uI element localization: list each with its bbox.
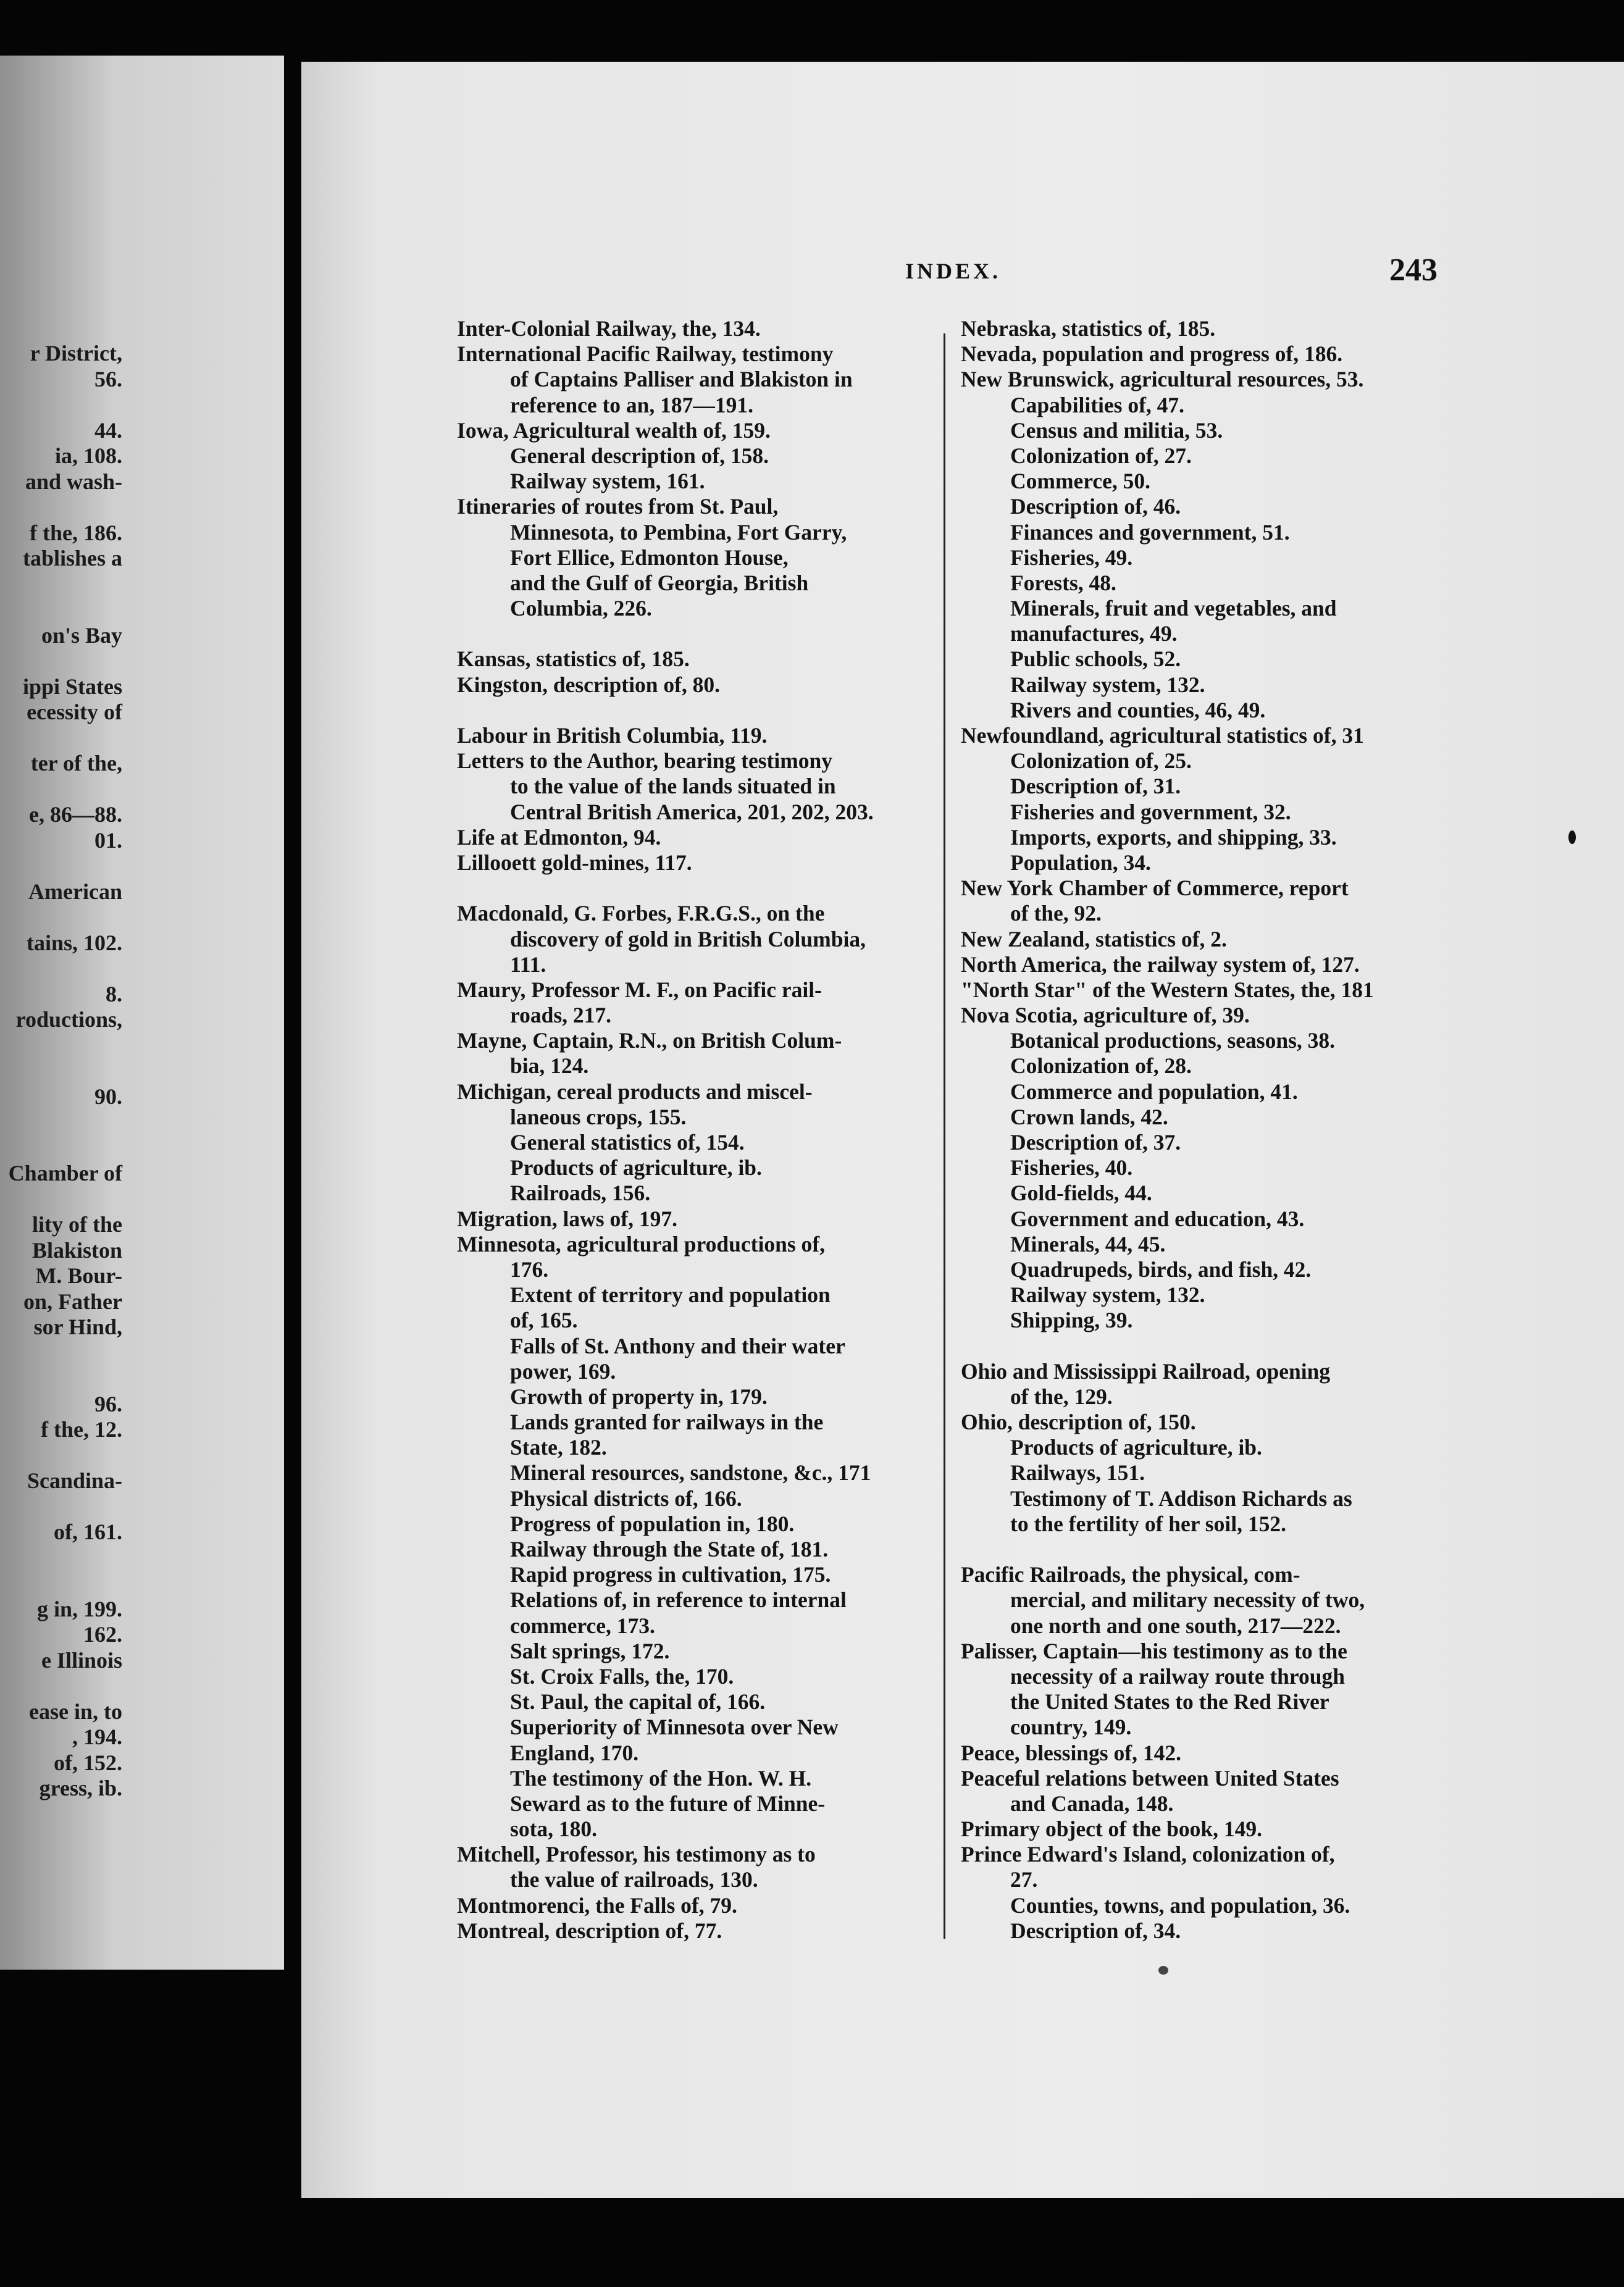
index-entry-line: Macdonald, G. Forbes, F.R.G.S., on the bbox=[457, 901, 825, 926]
index-entry-line: Labour in British Columbia, 119. bbox=[457, 723, 768, 748]
facing-page-text-fragment: 96. bbox=[94, 1391, 122, 1416]
index-entry-line: Migration, laws of, 197. bbox=[457, 1206, 677, 1231]
index-entry-line: The testimony of the Hon. W. H. bbox=[510, 1765, 812, 1791]
index-entry-line: Itineraries of routes from St. Paul, bbox=[457, 494, 779, 519]
index-entry-line: Quadrupeds, birds, and fish, 42. bbox=[1010, 1256, 1312, 1282]
index-entry-line: Shipping, 39. bbox=[1010, 1308, 1133, 1333]
index-entry-line: St. Croix Falls, the, 170. bbox=[510, 1663, 734, 1689]
index-entry-line: Railway through the State of, 181. bbox=[510, 1537, 829, 1562]
index-entry-line: Iowa, Agricultural wealth of, 159. bbox=[457, 417, 771, 443]
index-entry-line: New Zealand, statistics of, 2. bbox=[961, 926, 1227, 951]
index-entry-line: Minnesota, agricultural productions of, bbox=[457, 1231, 825, 1256]
index-entry-line: Mineral resources, sandstone, &c., 171 bbox=[510, 1460, 871, 1486]
index-entry-line: to the fertility of her soil, 152. bbox=[1010, 1511, 1286, 1536]
index-entry-line: bia, 124. bbox=[510, 1053, 589, 1079]
index-entry-line: to the value of the lands situated in bbox=[510, 774, 836, 799]
facing-page-text-fragment: ter of the, bbox=[30, 751, 122, 776]
index-entry-line: Mitchell, Professor, his testimony as to bbox=[457, 1842, 816, 1867]
index-entry-line: of, 165. bbox=[510, 1308, 578, 1333]
index-column-right bbox=[961, 316, 1442, 1944]
index-entry-line: Description of, 31. bbox=[1010, 774, 1181, 799]
index-entry-line: Growth of property in, 179. bbox=[510, 1384, 768, 1409]
index-entry-line bbox=[457, 621, 932, 646]
index-entry-line: and Canada, 148. bbox=[1010, 1791, 1174, 1816]
facing-page-text-fragment: of, 152. bbox=[54, 1750, 122, 1775]
index-entry-line: Superiority of Minnesota over New bbox=[510, 1715, 839, 1740]
index-entry-line: General description of, 158. bbox=[510, 443, 769, 468]
facing-page-text-fragment: gress, ib. bbox=[39, 1776, 122, 1800]
index-entry-line: Fisheries and government, 32. bbox=[1010, 799, 1291, 824]
index-entry-line: Products of agriculture, ib. bbox=[1010, 1435, 1262, 1460]
index-entry-line: Nevada, population and progress of, 186. bbox=[961, 341, 1343, 367]
index-entry-line: Government and education, 43. bbox=[1010, 1206, 1305, 1231]
ink-mark bbox=[1568, 830, 1576, 844]
index-entry-line bbox=[961, 1334, 1442, 1359]
facing-page-text-fragment: 90. bbox=[94, 1084, 122, 1109]
index-entry-line: the United States to the Red River bbox=[1010, 1689, 1329, 1715]
running-header: INDEX. bbox=[905, 259, 1002, 283]
index-entry-line: Crown lands, 42. bbox=[1010, 1104, 1168, 1129]
index-entry-line: Forests, 48. bbox=[1010, 570, 1116, 595]
facing-page-text-fragment: tains, 102. bbox=[26, 930, 122, 955]
index-entry-line: of the, 92. bbox=[1010, 901, 1102, 926]
facing-page-text-fragment: , 194. bbox=[72, 1725, 122, 1749]
facing-page-text-fragment: roductions, bbox=[15, 1007, 122, 1032]
facing-page-text-fragment: and wash- bbox=[25, 469, 122, 494]
index-entry-line: Palisser, Captain—his testimony as to the bbox=[961, 1638, 1347, 1663]
index-entry-line: the value of railroads, 130. bbox=[510, 1867, 758, 1892]
index-entry-line: Public schools, 52. bbox=[1010, 646, 1181, 672]
index-entry-line: Michigan, cereal products and miscel- bbox=[457, 1079, 813, 1104]
index-entry-line: Ohio, description of, 150. bbox=[961, 1410, 1196, 1435]
index-entry-line: Imports, exports, and shipping, 33. bbox=[1010, 824, 1337, 850]
index-entry-line: Seward as to the future of Minne- bbox=[510, 1791, 826, 1816]
index-entry-line: Extent of territory and population bbox=[510, 1282, 831, 1308]
index-entry-line: Pacific Railroads, the physical, com- bbox=[961, 1562, 1300, 1587]
index-entry-line: State, 182. bbox=[510, 1435, 607, 1460]
facing-page-text-fragment: 162. bbox=[83, 1622, 122, 1647]
facing-page-text-fragment: American bbox=[28, 879, 122, 904]
facing-page-text-fragment: ecessity of bbox=[27, 700, 122, 724]
index-entry-line: Description of, 46. bbox=[1010, 494, 1181, 519]
index-entry-line bbox=[457, 876, 932, 901]
index-entry-line: New Brunswick, agricultural resources, 53. bbox=[961, 367, 1364, 392]
index-entry-line: reference to an, 187—191. bbox=[510, 392, 754, 417]
facing-page-text-fragment: e Illinois bbox=[41, 1647, 122, 1673]
index-entry-line: Capabilities of, 47. bbox=[1010, 392, 1185, 417]
facing-page-text-fragment: 8. bbox=[106, 981, 122, 1006]
facing-page-text-fragment: e, 86—88. bbox=[29, 802, 122, 827]
index-entry-line: Minerals, fruit and vegetables, and bbox=[1010, 596, 1337, 621]
index-entry-line: Fisheries, 40. bbox=[1010, 1155, 1133, 1181]
facing-page-fragment bbox=[0, 56, 284, 1970]
facing-page-text-fragment: g in, 199. bbox=[36, 1596, 122, 1621]
index-entry-line: Montreal, description of, 77. bbox=[457, 1918, 722, 1943]
index-entry-line: Commerce, 50. bbox=[1010, 469, 1151, 494]
index-entry-line: Population, 34. bbox=[1010, 850, 1151, 875]
index-entry-line: General statistics of, 154. bbox=[510, 1130, 745, 1155]
index-entry-line: Newfoundland, agricultural statistics of, 31 bbox=[961, 723, 1364, 748]
index-entry-line: "North Star" of the Western States, the, 181 bbox=[961, 977, 1374, 1002]
index-entry-line: roads, 217. bbox=[510, 1003, 612, 1028]
index-entry-line: Nova Scotia, agriculture of, 39. bbox=[961, 1003, 1250, 1028]
facing-page-text-fragment: Scandina- bbox=[27, 1468, 122, 1493]
facing-page-text-fragment: ease in, to bbox=[29, 1699, 122, 1724]
index-entry-line: Falls of St. Anthony and their water bbox=[510, 1333, 845, 1358]
index-entry-line: Colonization of, 25. bbox=[1010, 748, 1192, 774]
facing-page-text-fragment: on, Father bbox=[23, 1289, 122, 1314]
index-entry-line: Commerce and population, 41. bbox=[1010, 1079, 1298, 1104]
index-entry-line: Gold-fields, 44. bbox=[1010, 1181, 1152, 1206]
index-entry-line: Life at Edmonton, 94. bbox=[457, 824, 661, 850]
index-entry-line: Colonization of, 28. bbox=[1010, 1053, 1192, 1079]
index-entry-line: Peace, blessings of, 142. bbox=[961, 1740, 1181, 1765]
index-entry-line: Testimony of T. Addison Richards as bbox=[1010, 1486, 1352, 1511]
index-entry-line: Primary object of the book, 149. bbox=[961, 1817, 1263, 1842]
index-entry-line: Relations of, in reference to internal bbox=[510, 1587, 847, 1613]
facing-page-text-fragment: of, 161. bbox=[54, 1520, 122, 1544]
index-entry-line: Kansas, statistics of, 185. bbox=[457, 646, 690, 672]
index-entry-line: 176. bbox=[510, 1256, 549, 1282]
index-entry-line: Lands granted for railways in the bbox=[510, 1410, 824, 1435]
index-entry-line: Ohio and Mississippi Railroad, opening bbox=[961, 1358, 1331, 1384]
ink-speck bbox=[1158, 1966, 1168, 1975]
index-entry-line: Railway system, 132. bbox=[1010, 672, 1205, 697]
index-entry-line: 111. bbox=[510, 951, 546, 977]
index-entry-line: Railway system, 161. bbox=[510, 469, 705, 494]
facing-page-text-fragment: r District, bbox=[30, 341, 122, 366]
facing-page-text-fragment: ia, 108. bbox=[54, 443, 122, 468]
index-entry-line: Peaceful relations between United States bbox=[961, 1765, 1339, 1791]
index-entry-line: Colonization of, 27. bbox=[1010, 443, 1192, 468]
index-entry-line: Central British America, 201, 202, 203. bbox=[510, 799, 874, 824]
index-column-left bbox=[457, 316, 932, 1944]
index-entry-line: discovery of gold in British Columbia, bbox=[510, 926, 866, 951]
index-entry-line: Nebraska, statistics of, 185. bbox=[961, 316, 1216, 341]
facing-page-text-fragment: lity of the bbox=[32, 1212, 122, 1237]
facing-page-text-fragment: Chamber of bbox=[8, 1161, 122, 1185]
page-number: 243 bbox=[1389, 253, 1438, 288]
index-entry-line: Rivers and counties, 46, 49. bbox=[1010, 697, 1266, 722]
facing-page-text-fragment: 44. bbox=[94, 417, 122, 443]
index-entry-line: Maury, Professor M. F., on Pacific rail- bbox=[457, 977, 822, 1002]
index-entry-line: of Captains Palliser and Blakiston in bbox=[510, 367, 853, 392]
index-entry-line: Fort Ellice, Edmonton House, bbox=[510, 545, 789, 570]
facing-page-text-fragment: M. Bour- bbox=[35, 1263, 122, 1288]
index-entry-line: Fisheries, 49. bbox=[1010, 545, 1133, 570]
index-entry-line: manufactures, 49. bbox=[1010, 621, 1178, 646]
index-entry-line: Minerals, 44, 45. bbox=[1010, 1231, 1166, 1256]
index-entry-line: Columbia, 226. bbox=[510, 596, 652, 621]
column-divider bbox=[944, 333, 945, 1939]
index-entry-line: Inter-Colonial Railway, the, 134. bbox=[457, 316, 761, 341]
index-entry-line: laneous crops, 155. bbox=[510, 1104, 687, 1129]
index-entry-line: England, 170. bbox=[510, 1740, 639, 1765]
index-entry-line: New York Chamber of Commerce, report bbox=[961, 876, 1349, 901]
index-entry-line: Description of, 34. bbox=[1010, 1918, 1181, 1943]
index-entry-line: International Pacific Railway, testimony bbox=[457, 341, 834, 367]
facing-page-text-fragment: Blakiston bbox=[31, 1237, 122, 1263]
index-entry-line: commerce, 173. bbox=[510, 1613, 655, 1638]
index-entry-line: Railroads, 156. bbox=[510, 1181, 651, 1206]
facing-page-text-fragment: 56. bbox=[94, 366, 122, 391]
index-entry-line bbox=[961, 1537, 1442, 1562]
index-entry-line: one north and one south, 217—222. bbox=[1010, 1613, 1341, 1638]
index-entry-line: Montmorenci, the Falls of, 79. bbox=[457, 1892, 737, 1918]
index-entry-line: Railways, 151. bbox=[1010, 1460, 1145, 1486]
index-entry-line: Physical districts of, 166. bbox=[510, 1486, 742, 1511]
index-entry-line: 27. bbox=[1010, 1867, 1038, 1892]
index-entry-line: Botanical productions, seasons, 38. bbox=[1010, 1028, 1336, 1053]
facing-page-text-fragment: ippi States bbox=[22, 674, 122, 699]
index-entry-line: country, 149. bbox=[1010, 1715, 1132, 1740]
index-entry-line: North America, the railway system of, 127. bbox=[961, 951, 1360, 977]
index-entry-line: Counties, towns, and population, 36. bbox=[1010, 1892, 1350, 1918]
facing-page-text-fragment: sor Hind, bbox=[33, 1315, 122, 1339]
index-entry-line: sota, 180. bbox=[510, 1817, 598, 1842]
index-entry-line bbox=[457, 698, 932, 723]
index-entry-line: of the, 129. bbox=[1010, 1384, 1113, 1409]
index-entry-line: Kingston, description of, 80. bbox=[457, 672, 721, 697]
index-entry-line: power, 169. bbox=[510, 1358, 616, 1384]
index-entry-line: and the Gulf of Georgia, British bbox=[510, 570, 809, 595]
index-entry-line: Rapid progress in cultivation, 175. bbox=[510, 1562, 831, 1587]
facing-page-text-fragment: f the, 186. bbox=[30, 520, 122, 545]
index-entry-line: Mayne, Captain, R.N., on British Colum- bbox=[457, 1028, 842, 1053]
index-entry-line: Railway system, 132. bbox=[1010, 1282, 1205, 1308]
index-entry-line: mercial, and military necessity of two, bbox=[1010, 1587, 1365, 1613]
facing-page-text-fragment: f the, 12. bbox=[41, 1417, 122, 1442]
facing-page-text-fragment: on's Bay bbox=[41, 622, 122, 648]
index-entry-line: Minnesota, to Pembina, Fort Garry, bbox=[510, 519, 847, 545]
index-entry-line: Description of, 37. bbox=[1010, 1130, 1181, 1155]
index-entry-line: Prince Edward's Island, colonization of, bbox=[961, 1842, 1335, 1867]
index-entry-line: Finances and government, 51. bbox=[1010, 519, 1290, 545]
index-entry-line: Letters to the Author, bearing testimony bbox=[457, 748, 833, 774]
index-entry-line: Products of agriculture, ib. bbox=[510, 1155, 762, 1181]
index-entry-line: Census and militia, 53. bbox=[1010, 417, 1223, 443]
index-entry-line: Lillooett gold-mines, 117. bbox=[457, 850, 692, 875]
facing-page-text-fragment: tablishes a bbox=[22, 546, 122, 571]
index-entry-line: St. Paul, the capital of, 166. bbox=[510, 1689, 766, 1715]
index-entry-line: Progress of population in, 180. bbox=[510, 1511, 795, 1536]
index-entry-line: necessity of a railway route through bbox=[1010, 1663, 1345, 1689]
index-entry-line: Salt springs, 172. bbox=[510, 1638, 670, 1663]
facing-page-text-fragment: 01. bbox=[94, 827, 122, 853]
